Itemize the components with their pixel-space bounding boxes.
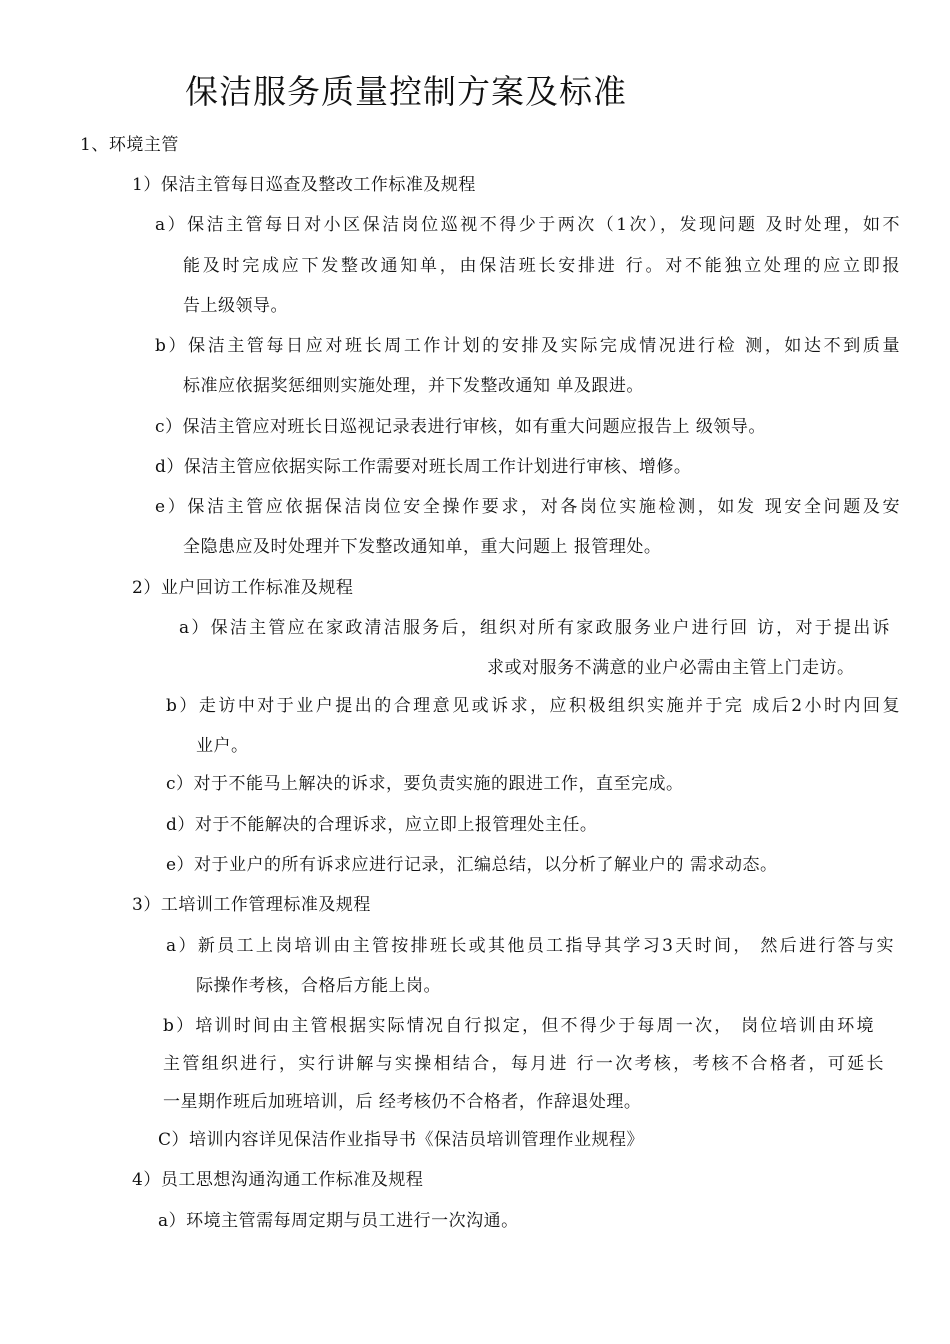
paragraph-line: b）走访中对于业户提出的合理意见或诉求，应积极组织实施并于完 成后2小时内回复 bbox=[166, 696, 900, 716]
section-heading: 1、环境主管 bbox=[80, 135, 179, 155]
paragraph-line: a）保洁主管每日对小区保洁岗位巡视不得少于两次（1次），发现问题 及时处理，如不 bbox=[155, 215, 900, 235]
paragraph-line: 告上级领导。 bbox=[183, 296, 288, 316]
paragraph-line: 际操作考核，合格后方能上岗。 bbox=[196, 976, 441, 996]
paragraph-line: C）培训内容详见保洁作业指导书《保洁员培训管理作业规程》 bbox=[158, 1130, 645, 1150]
paragraph-line: 业户。 bbox=[196, 736, 249, 756]
paragraph-line: c）保洁主管应对班长日巡视记录表进行审核，如有重大问题应报告上 级领导。 bbox=[155, 417, 766, 437]
paragraph-line: a）新员工上岗培训由主管按排班长或其他员工指导其学习3天时间， 然后进行答与实 bbox=[166, 936, 894, 956]
paragraph-line: 标准应依据奖惩细则实施处理，并下发整改通知 单及跟进。 bbox=[183, 376, 644, 396]
paragraph-line: c）对于不能马上解决的诉求，要负责实施的跟进工作，直至完成。 bbox=[166, 774, 684, 794]
subsection-heading: 1）保洁主管每日巡查及整改工作标准及规程 bbox=[132, 175, 476, 195]
paragraph-line: 能及时完成应下发整改通知单，由保洁班长安排进 行。对不能独立处理的应立即报 bbox=[183, 256, 900, 276]
page-title: 保洁服务质量控制方案及标准 bbox=[185, 72, 627, 111]
subsection-heading: 2）业户回访工作标准及规程 bbox=[132, 578, 354, 598]
paragraph-line: 主管组织进行，实行讲解与实操相结合，每月进 行一次考核，考核不合格者，可延长 bbox=[163, 1054, 884, 1074]
paragraph-line: d）保洁主管应依据实际工作需要对班长周工作计划进行审核、增修。 bbox=[155, 457, 692, 477]
paragraph-line: b）培训时间由主管根据实际情况自行拟定，但不得少于每周一次， 岗位培训由环境 bbox=[163, 1016, 874, 1036]
paragraph-line: 求或对服务不满意的业户必需由主管上门走访。 bbox=[487, 658, 855, 678]
paragraph-line: 一星期作班后加班培训，后 经考核仍不合格者，作辞退处理。 bbox=[163, 1092, 642, 1112]
paragraph-line: e）保洁主管应依据保洁岗位安全操作要求，对各岗位实施检测，如发 现安全问题及安 bbox=[155, 497, 900, 517]
subsection-heading: 4）员工思想沟通沟通工作标准及规程 bbox=[132, 1170, 424, 1190]
paragraph-line: 全隐患应及时处理并下发整改通知单，重大问题上 报管理处。 bbox=[183, 537, 662, 557]
paragraph-line: a）环境主管需每周定期与员工进行一次沟通。 bbox=[158, 1211, 519, 1231]
paragraph-line: a）保洁主管应在家政清洁服务后，组织对所有家政服务业户进行回 访，对于提出诉 bbox=[179, 618, 890, 638]
paragraph-line: d）对于不能解决的合理诉求，应立即上报管理处主任。 bbox=[166, 815, 598, 835]
paragraph-line: b）保洁主管每日应对班长周工作计划的安排及实际完成情况进行检 测，如达不到质量 bbox=[155, 336, 900, 356]
paragraph-line: e）对于业户的所有诉求应进行记录，汇编总结，以分析了解业户的 需求动态。 bbox=[166, 855, 778, 875]
subsection-heading: 3）工培训工作管理标准及规程 bbox=[132, 895, 371, 915]
